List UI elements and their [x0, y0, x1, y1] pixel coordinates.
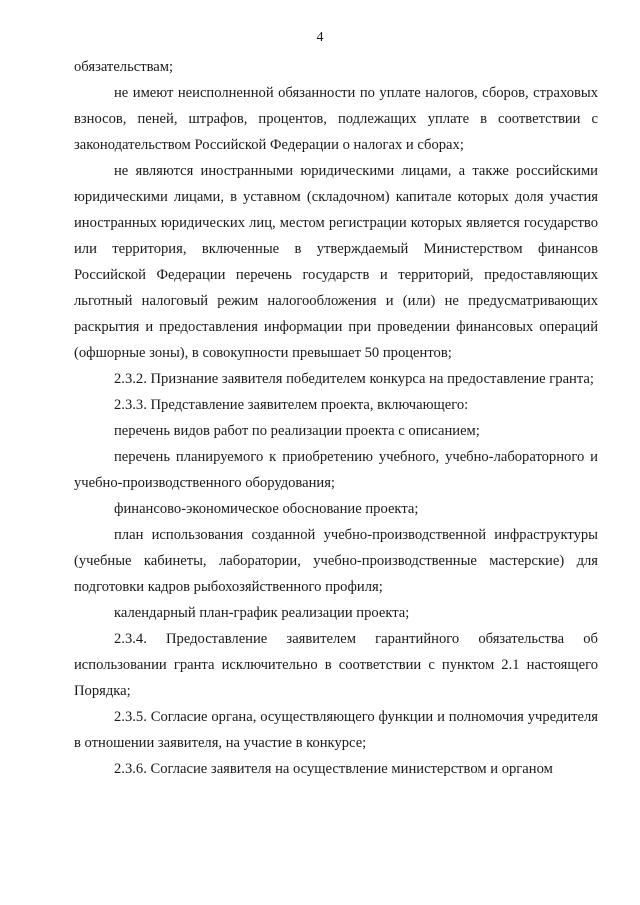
paragraph: календарный план-график реализации проекта; — [114, 605, 410, 621]
paragraph: 2.3.5. Согласие органа, осуществляющего функции и полномочия учредителя в отношении заявителя, на участие в конкурсе; — [74, 709, 598, 751]
paragraph: 2.3.2. Признание заявителя победителем конкурса на предоставление гранта; — [114, 371, 594, 387]
paragraph: не имеют неисполненной обязанности по уплате налогов, сборов, страховых взносов, пеней, штрафов, процентов, подлежащих уплате в соответствии с законодательством Российской Федерации о налогах и сборах; — [74, 85, 598, 153]
document-body — [74, 54, 598, 782]
paragraph: 2.3.4. Предоставление заявителем гарантийного обязательства об использовании гранта исключительно в соответствии с пунктом 2.1 настоящего Порядка; — [74, 631, 598, 699]
paragraph: обязательствам; — [74, 59, 174, 75]
paragraph: финансово-экономическое обоснование проекта; — [114, 501, 419, 517]
paragraph: перечень видов работ по реализации проекта с описанием; — [114, 423, 480, 439]
paragraph: 2.3.6. Согласие заявителя на осуществление министерством и органом — [114, 761, 553, 777]
page-number: 4 — [316, 30, 324, 45]
paragraph: план использования созданной учебно-производственной инфраструктуры (учебные кабинеты, лаборатории, учебно-производственные мастерские) для подготовки кадров рыбохозяйственного профиля; — [74, 527, 598, 595]
paragraph: 2.3.3. Представление заявителем проекта, включающего: — [114, 397, 469, 413]
paragraph: перечень планируемого к приобретению учебного, учебно-лабораторного и учебно-производственного оборудования; — [74, 449, 598, 491]
paragraph: не являются иностранными юридическими лицами, а также российскими юридическими лицами, в уставном (складочном) капитале которых доля участия иностранных юридических лиц, местом регистрации которых является государство или территория, включенные в утверждаемый Министерством финансов Российской Федерации перечень государств и территорий, предоставляющих льготный налоговый режим налогообложения и (или) не предусматривающих раскрытия и предоставления информации при проведении финансовых операций (офшорные зоны), в совокупности превышает 50 процентов; — [74, 163, 598, 361]
